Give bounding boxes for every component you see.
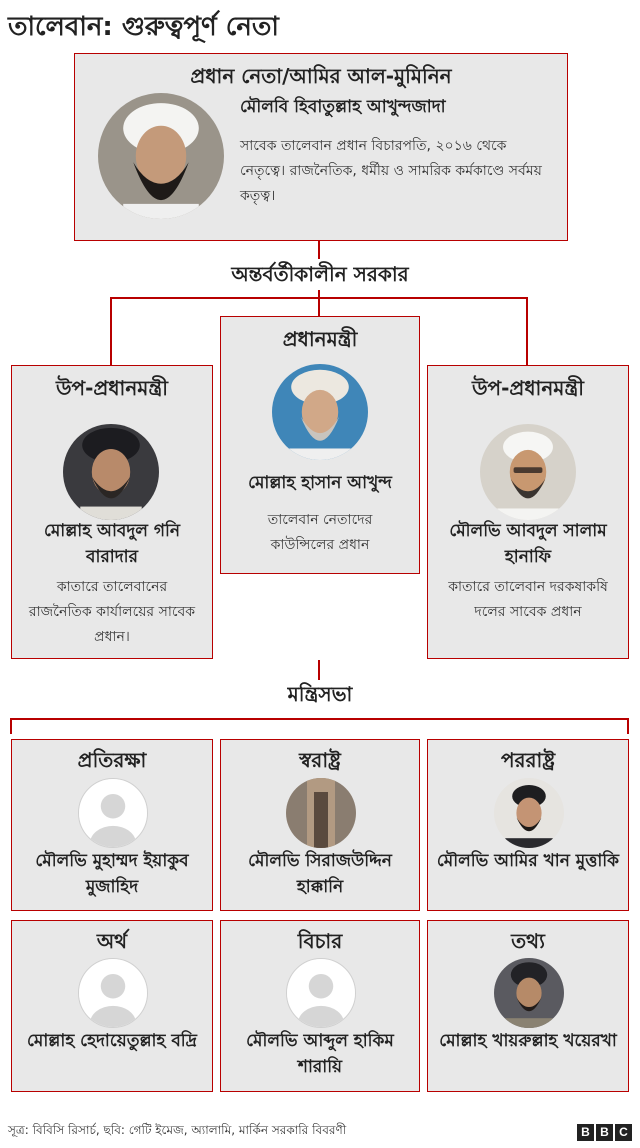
minister-name: মৌলভি আব্দুল হাকিম শারায়ি — [246, 1031, 394, 1078]
source-credit: সূত্র: বিবিসি রিসার্চ, ছবি: গেটি ইমেজ, অ্যালামি, মার্কিন সরকারি বিবরণী — [8, 1123, 347, 1137]
minister-photo — [494, 778, 564, 848]
deputy-pm-left-photo — [63, 424, 159, 520]
bbc-logo — [577, 1124, 632, 1141]
person-placeholder-icon — [78, 958, 148, 1028]
connector-cabinet-right — [627, 718, 629, 734]
supreme-leader-heading: প্রধান নেতা/আমির আল-মুমিনিন — [190, 64, 452, 88]
prime-minister-description: তালেবান নেতাদের কাউন্সিলের প্রধান — [267, 512, 373, 554]
deputy-pm-right-photo — [480, 424, 576, 520]
connector-deputy-left — [110, 297, 112, 365]
deputy-pm-left-description: কাতারে তালেবানের রাজনৈতিক কার্যালয়ের সাবেক প্রধান। — [28, 579, 196, 646]
minister-portfolio: স্বরাষ্ট্র — [299, 748, 341, 772]
supreme-leader-name: মৌলবি হিবাতুল্লাহ আখুন্দজাদা — [240, 97, 446, 117]
minister-portfolio: তথ্য — [511, 929, 545, 953]
connector-government-horizontal — [110, 297, 528, 299]
connector-pm-to-cabinet — [318, 660, 320, 680]
bbc-logo-letter: C — [615, 1124, 632, 1141]
minister-name: মোল্লাহ খায়রুল্লাহ খয়েরখা — [439, 1031, 617, 1051]
page-title: তালেবান: গুরুত্বপূর্ণ নেতা — [8, 12, 279, 42]
connector-deputy-right — [526, 297, 528, 365]
deputy-pm-right-heading: উপ-প্রধানমন্ত্রী — [471, 376, 585, 400]
minister-photo — [494, 958, 564, 1028]
minister-name: মৌলভি সিরাজউদ্দিন হাক্কানি — [248, 851, 392, 898]
deputy-pm-left-heading: উপ-প্রধানমন্ত্রী — [55, 376, 169, 400]
deputy-pm-right-name: মৌলভি আবদুল সালাম হানাফি — [449, 521, 607, 568]
person-placeholder-icon — [78, 778, 148, 848]
minister-portfolio: অর্থ — [96, 929, 128, 953]
prime-minister-heading: প্রধানমন্ত্রী — [282, 327, 358, 351]
minister-portfolio: বিচার — [297, 929, 343, 953]
minister-photo-obscured — [286, 778, 356, 848]
minister-name: মৌলভি মুহাম্মদ ইয়াকুব মুজাহিদ — [35, 851, 189, 898]
bbc-logo-letter: B — [577, 1124, 594, 1141]
cabinet-label: মন্ত্রিসভা — [287, 682, 353, 706]
minister-name: মোল্লাহ হেদায়েতুল্লাহ বদ্রি — [27, 1031, 197, 1051]
connector-cabinet-left — [10, 718, 12, 734]
supreme-leader-description: সাবেক তালেবান প্রধান বিচারপতি, ২০১৬ থেকে নেতৃত্বে। রাজনৈতিক, ধর্মীয় ও সামরিক কর্মকাণ্ডে সর্বময় কতৃত্ব। — [240, 138, 542, 205]
prime-minister-photo — [272, 364, 368, 460]
minister-portfolio: প্রতিরক্ষা — [77, 748, 147, 772]
deputy-pm-right-description: কাতারে তালেবান দরকষাকষি দলের সাবেক প্রধান — [448, 579, 608, 621]
connector-government-down — [318, 290, 320, 316]
person-placeholder-icon — [286, 958, 356, 1028]
connector-cabinet-horizontal — [10, 718, 629, 720]
interim-government-label: অন্তর্বর্তীকালীন সরকার — [231, 262, 409, 286]
connector-supreme-to-government — [318, 241, 320, 259]
prime-minister-name: মোল্লাহ হাসান আখুন্দ — [248, 473, 392, 493]
bbc-logo-letter: B — [596, 1124, 613, 1141]
supreme-leader-photo — [98, 93, 224, 219]
minister-name: মৌলভি আমির খান মুত্তাকি — [436, 851, 620, 871]
deputy-pm-left-name: মোল্লাহ আবদুল গনি বারাদার — [43, 521, 181, 568]
minister-portfolio: পররাষ্ট্র — [500, 748, 556, 772]
